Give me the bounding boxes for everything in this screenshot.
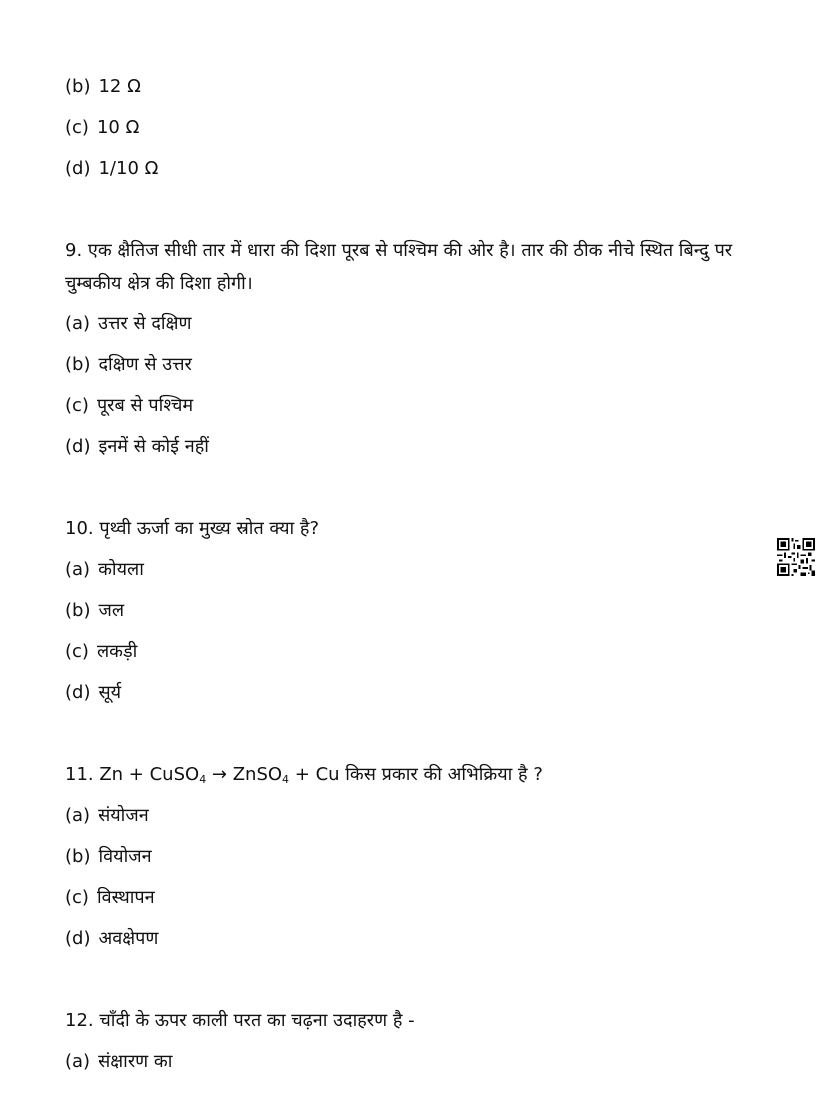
q11-option-d: (d) अवक्षेपण [65,928,159,949]
q9-option-b: (b) दक्षिण से उत्तर [65,354,192,375]
question-11-text: 11. Zn + CuSO$_4$ → ZnSO$_4$ + Cu किस प्रकार की अभिक्रिया है ? [65,764,543,786]
question-10-text: 10. पृथ्वी ऊर्जा का मुख्य स्रोत क्या है? [65,518,320,539]
prev-option-b: (b) 12 Ω [65,76,141,97]
prev-option-c: (c) 10 Ω [65,117,140,138]
q10-option-a: (a) कोयला [65,559,144,580]
prev-option-d: (d) 1/10 Ω [65,158,159,179]
q11-option-b: (b) वियोजन [65,846,152,867]
q11-option-c: (c) विस्थापन [65,887,155,908]
q10-option-c: (c) लकड़ी [65,641,138,662]
q9-option-c: (c) पूरब से पश्चिम [65,395,194,416]
question-9-text: 9. एक क्षैतिज सीधी तार में धारा की दिशा पूरब से पश्चिम की ओर है। तार की ठीक नीचे स्थित बिन्दु पर चुम्बकीय क्षेत्र की दिशा होगी। [65,240,733,294]
q9-option-d: (d) इनमें से कोई नहीं [65,436,209,457]
q11-option-a: (a) संयोजन [65,805,149,826]
qr-code-icon [777,538,815,576]
q10-option-b: (b) जल [65,600,125,621]
q9-option-a: (a) उत्तर से दक्षिण [65,313,192,334]
question-12-text: 12. चाँदी के ऊपर काली परत का चढ़ना उदाहरण है - [65,1010,415,1031]
q10-option-d: (d) सूर्य [65,682,122,703]
q12-option-a: (a) संक्षारण का [65,1051,173,1072]
